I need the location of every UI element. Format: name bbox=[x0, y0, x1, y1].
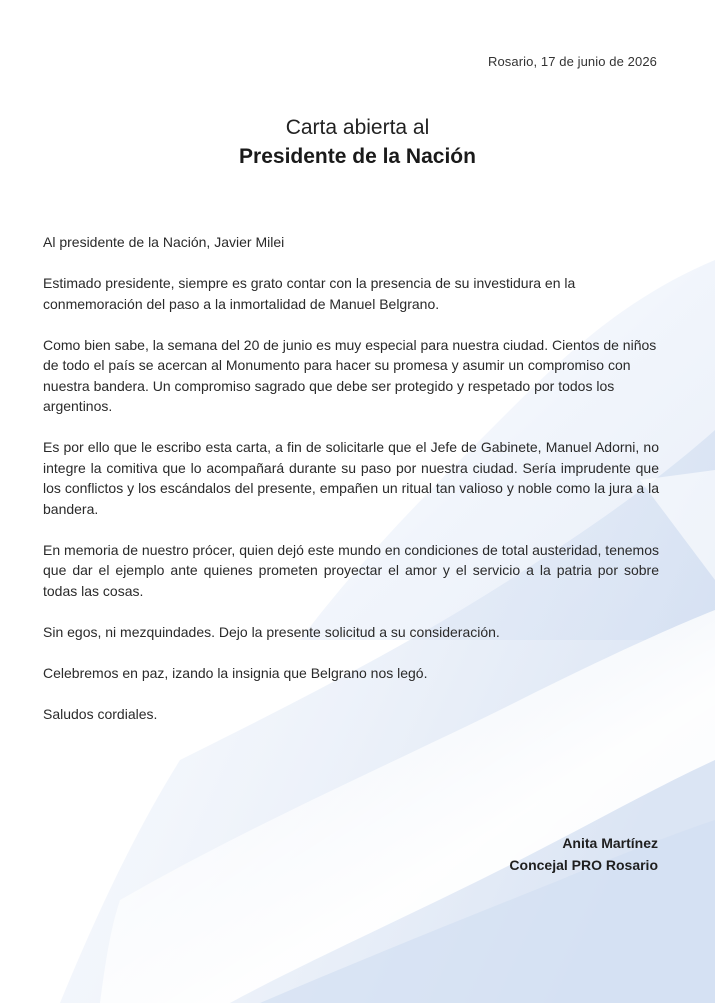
letter-date: Rosario, 17 de junio de 2026 bbox=[487, 54, 657, 69]
letter-paragraph: Estimado presidente, siempre es grato contar con la presencia de su investidura en la conmemoración del paso a la inmortalidad de Manuel Belgrano. bbox=[43, 275, 576, 312]
letter-body bbox=[43, 232, 659, 745]
title-line-1: Carta abierta al bbox=[285, 116, 430, 139]
letter-paragraph: Es por ello que le escribo esta carta, a fin de solicitarle que el Jefe de Gabinete, Manuel Adorni, no integre la comitiva que lo acompañará durante su paso por nuestra ciudad. Sería imprudente que los conflictos y los escándalos del presente, empañen un ritual tan valioso y noble como la jura a la bandera. bbox=[43, 439, 659, 517]
title-line-2: Presidente de la Nación bbox=[239, 145, 476, 168]
letter-paragraph: Celebremos en paz, izando la insignia que Belgrano nos legó. bbox=[43, 664, 428, 681]
letter-paragraph: En memoria de nuestro prócer, quien dejó este mundo en condiciones de total austeridad, tenemos que dar el ejemplo ante quienes prometen proyectar el amor y el servicio a la patria por sobre todas las cosas. bbox=[43, 541, 659, 599]
signature-role: Concejal PRO Rosario bbox=[509, 857, 658, 873]
signature-name: Anita Martínez bbox=[562, 835, 658, 851]
letter-closing: Saludos cordiales. bbox=[43, 705, 158, 722]
letter-recipient: Al presidente de la Nación, Javier Milei bbox=[43, 234, 285, 250]
letter-paragraph: Sin egos, ni mezquindades. Dejo la presente solicitud a su consideración. bbox=[43, 623, 500, 640]
letter-paragraph: Como bien sabe, la semana del 20 de junio es muy especial para nuestra ciudad. Cientos de niños de todo el país se acercan al Monumento para hacer su promesa y asumir un compromiso con nuestra bandera. Un compromiso sagrado que debe ser protegido y respetado por todos los argentinos. bbox=[43, 336, 657, 414]
signature-block bbox=[509, 832, 658, 876]
letter-title bbox=[0, 114, 715, 172]
